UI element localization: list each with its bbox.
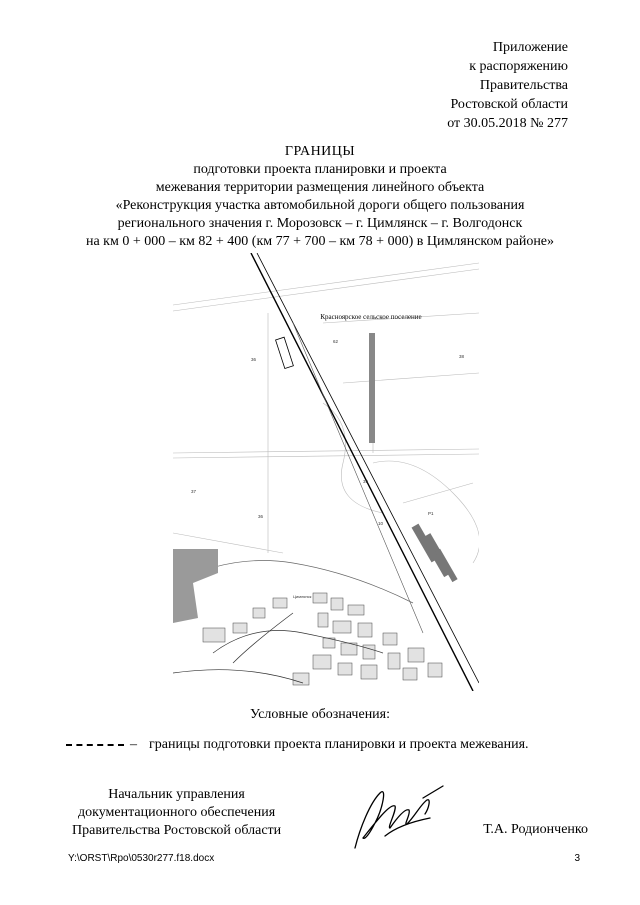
parcel-number: 36 — [251, 357, 257, 362]
dashed-line-swatch — [66, 744, 124, 746]
boundary-map — [173, 253, 479, 691]
built-up-area — [173, 549, 218, 623]
boundary-zone-marker — [276, 337, 294, 368]
legend-label: границы подготовки проекта планировки и проекта межевания. — [149, 737, 529, 752]
signer-line: Начальник управления — [108, 787, 245, 802]
parcel-number: 38 — [459, 354, 465, 359]
legend-title: Условные обозначения: — [249, 707, 391, 722]
footer-file-path: Y:\ORST\Rpo\0530r277.f18.docx — [68, 853, 215, 864]
title-heading: ГРАНИЦЫ — [284, 144, 356, 159]
parcel-number: 36 — [258, 514, 264, 519]
signer-position — [72, 786, 281, 840]
legend-dash: – — [130, 737, 137, 752]
signer-line: документационного обеспечения — [77, 805, 276, 820]
appendix-line: к распоряжению — [469, 59, 568, 74]
appendix-line: Правительства — [479, 78, 568, 93]
title-line: «Реконструкция участка автомобильной дороги общего пользования — [115, 198, 525, 213]
page-number: 3 — [574, 853, 580, 864]
town-blocks — [203, 593, 442, 685]
title-line: регионального значения г. Морозовск – г. Цимлянск – г. Волгодонск — [117, 216, 523, 231]
place-label: Цимлянск — [293, 594, 312, 599]
appendix-line: Приложение — [492, 40, 568, 55]
title-line: подготовки проекта планировки и проекта — [193, 162, 447, 177]
legend-row — [66, 737, 529, 753]
forest-strip — [369, 333, 375, 443]
title-line: на км 0 + 000 – км 82 + 400 (км 77 + 700 – км 78 + 000) в Цимлянском районе» — [85, 234, 555, 249]
title-line: межевания территории размещения линейного объекта — [155, 180, 485, 195]
parcel-number: P1 — [428, 511, 434, 516]
appendix-line: Ростовской области — [450, 97, 568, 112]
parcel-number: 10 — [378, 521, 384, 526]
appendix-block — [447, 38, 568, 133]
industrial-zone — [412, 524, 458, 582]
map-drawing — [173, 253, 479, 691]
document-title — [0, 142, 640, 251]
appendix-line: от 30.05.2018 № 277 — [447, 116, 568, 131]
handwritten-signature — [335, 778, 455, 858]
field-boundaries — [173, 263, 479, 563]
parcel-number: 37 — [191, 489, 197, 494]
signer-name: Т.А. Родионченко — [483, 822, 588, 837]
settlement-label: Красноярское сельское поселение — [320, 313, 422, 321]
parcel-number: 39 — [363, 479, 369, 484]
parcel-number: 62 — [333, 339, 339, 344]
signer-line: Правительства Ростовской области — [72, 823, 282, 838]
